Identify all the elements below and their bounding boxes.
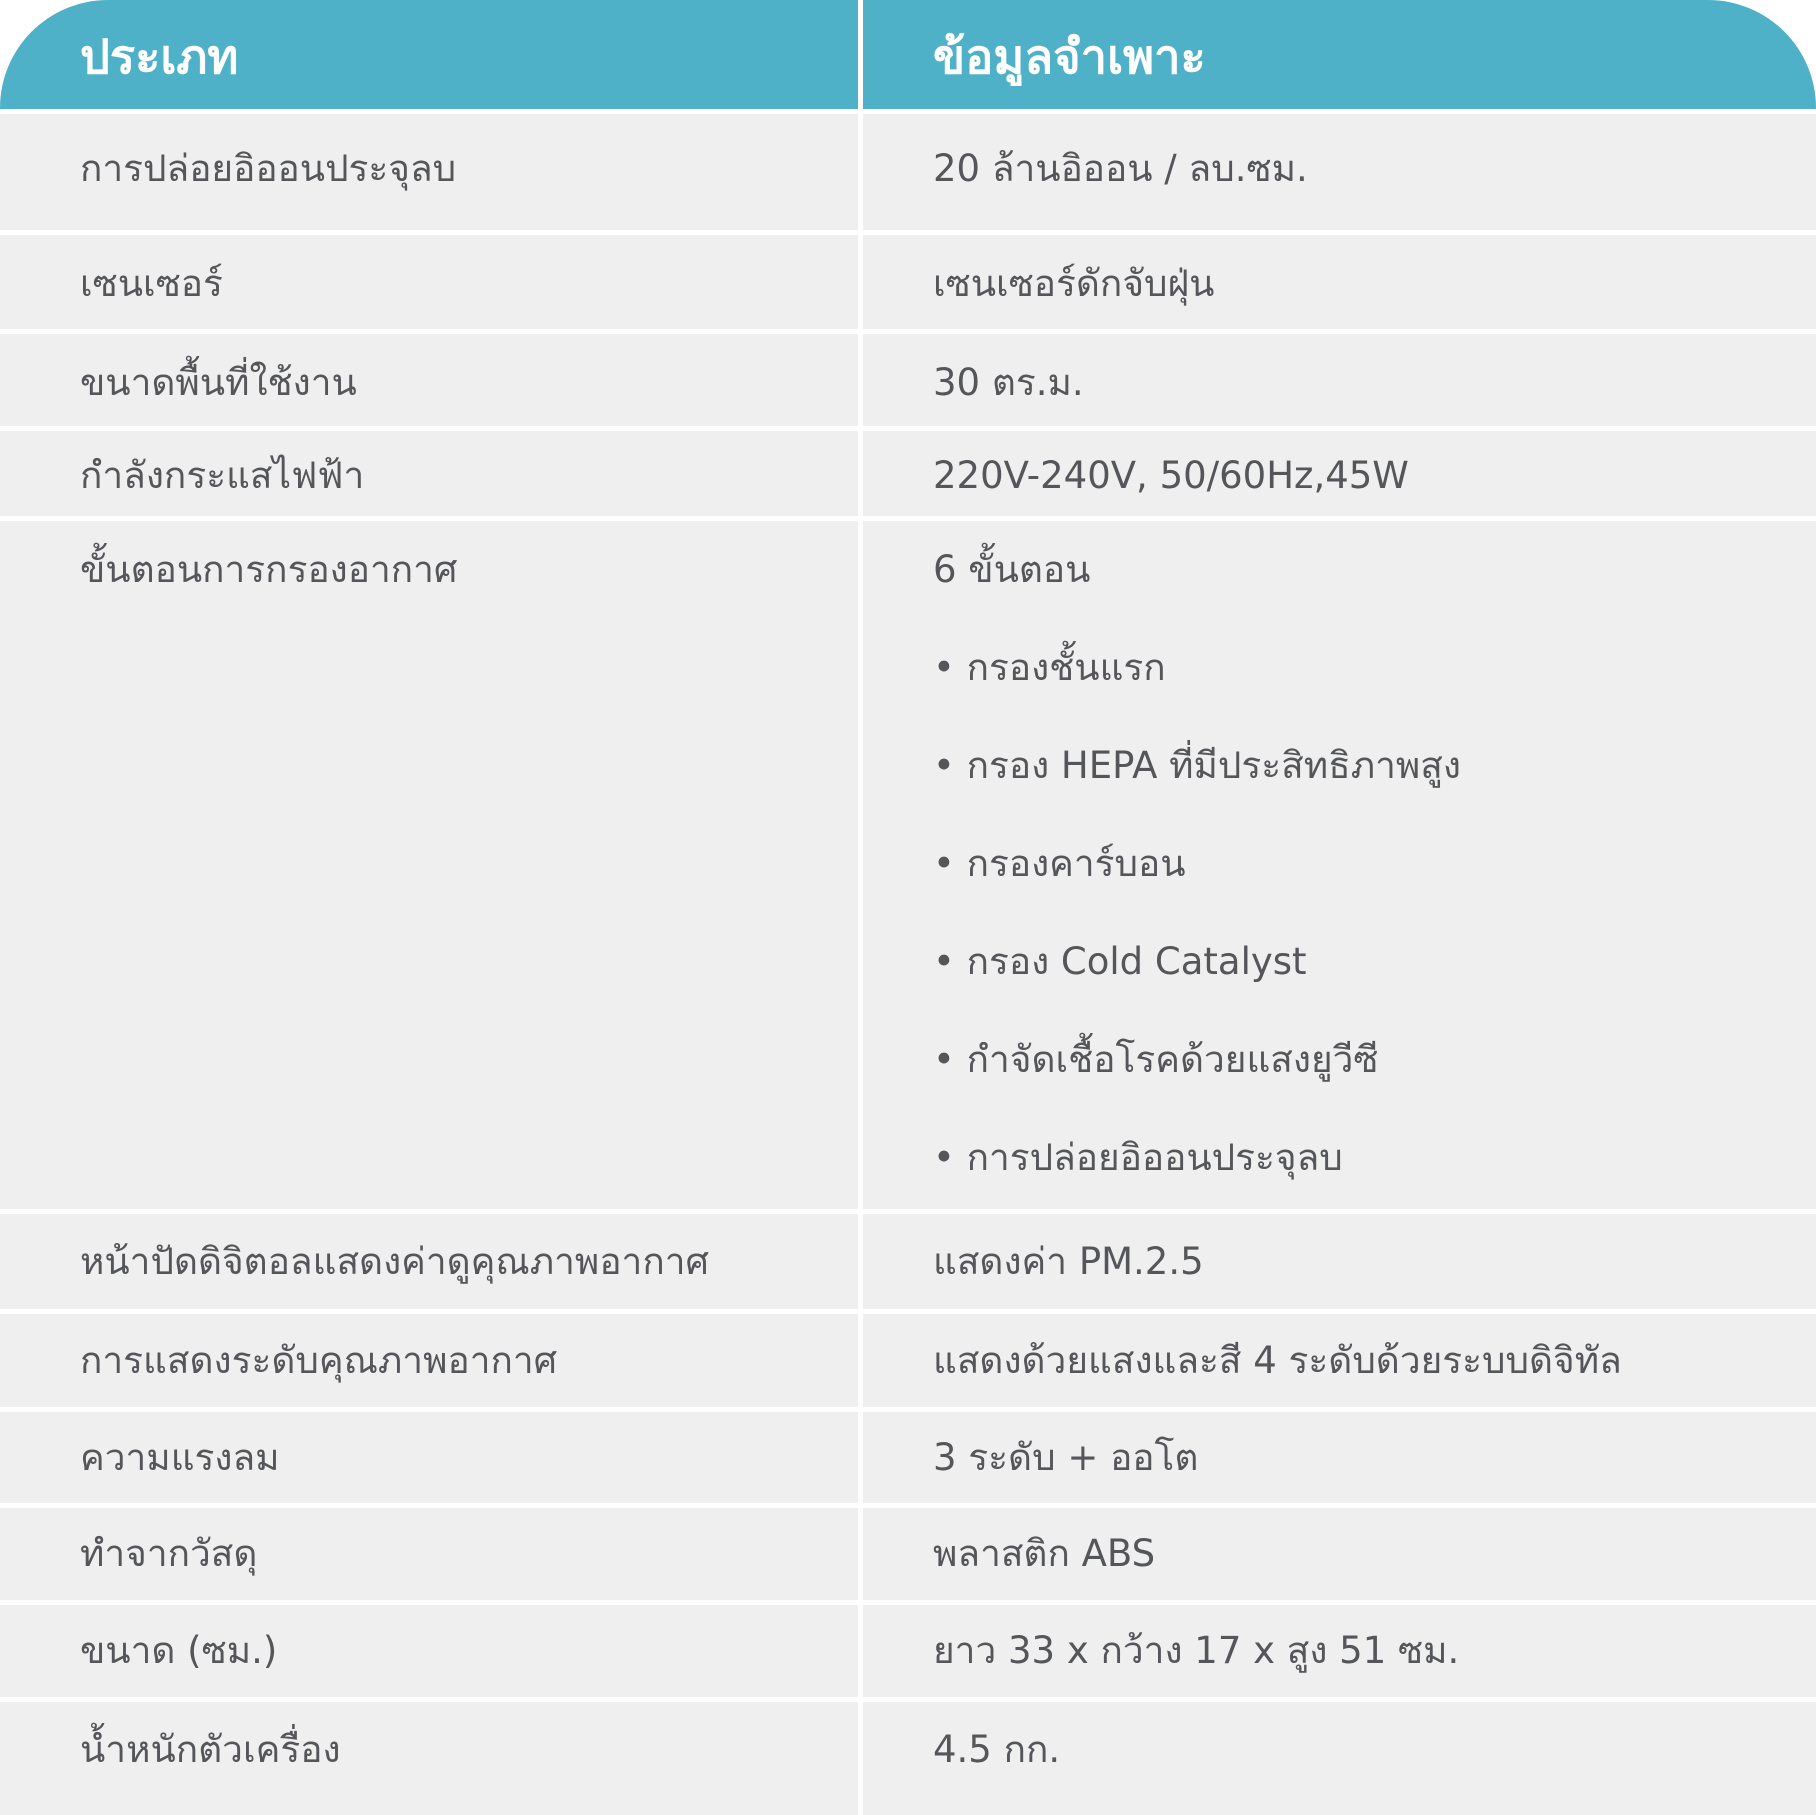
row-spec-cell [863, 334, 1816, 426]
row-type-cell [0, 235, 858, 329]
table-row [0, 1314, 1816, 1407]
row-type-cell [0, 1508, 858, 1600]
filter-stage-item: • กำจัดเชื้อโรคด้วยแสงยูวีซี [933, 1011, 1816, 1109]
table-row [0, 114, 1816, 230]
row-type-cell [0, 431, 858, 516]
row-type: การแสดงระดับคุณภาพอากาศ [80, 1339, 558, 1382]
row-spec: แสดงค่า PM.2.5 [933, 1240, 1204, 1283]
row-spec-cell [863, 235, 1816, 329]
row-type: น้ำหนักตัวเครื่อง [80, 1728, 341, 1771]
filter-stage-item: • การปล่อยอิออนประจุลบ [933, 1109, 1816, 1207]
table-header [0, 0, 1816, 109]
header-spec: ข้อมูลจำเพาะ [933, 30, 1206, 85]
row-type: หน้าปัดดิจิตอลแสดงค่าดูคุณภาพอากาศ [80, 1240, 709, 1283]
table-row [0, 431, 1816, 516]
row-type: ทำจากวัสดุ [80, 1532, 258, 1575]
table-row [0, 1508, 1816, 1600]
filter-stage-item: • กรองคาร์บอน [933, 815, 1816, 913]
filter-stage-item: • กรองชั้นแรก [933, 619, 1816, 717]
row-spec-cell [863, 1314, 1816, 1407]
row-type: การปล่อยอิออนประจุลบ [80, 147, 457, 190]
row-spec: 20 ล้านอิออน / ลบ.ซม. [933, 147, 1308, 190]
row-type-cell [0, 334, 858, 426]
filter-stage-item: • กรอง HEPA ที่มีประสิทธิภาพสูง [933, 717, 1816, 815]
row-type-cell [0, 1702, 858, 1815]
row-spec: แสดงด้วยแสงและสี 4 ระดับด้วยระบบดิจิทัล [933, 1339, 1622, 1382]
row-spec: 30 ตร.ม. [933, 361, 1084, 404]
row-type: ขนาด (ซม.) [80, 1629, 278, 1672]
row-type-cell [0, 1214, 858, 1309]
table-row [0, 1702, 1816, 1815]
table-row [0, 1412, 1816, 1503]
row-type: ความแรงลม [80, 1436, 280, 1479]
row-spec-cell [863, 1702, 1816, 1815]
row-spec-cell [863, 1605, 1816, 1697]
table-row [0, 1605, 1816, 1697]
header-type: ประเภท [80, 30, 239, 85]
row-type: กำลังกระแสไฟฟ้า [80, 454, 365, 497]
row-spec-cell [863, 1412, 1816, 1503]
row-spec: พลาสติก ABS [933, 1532, 1156, 1575]
row-type-cell [0, 521, 858, 1209]
row-type-cell [0, 1314, 858, 1407]
row-type: ขั้นตอนการกรองอากาศ [80, 548, 458, 591]
row-type-cell [0, 114, 858, 230]
row-spec: 6 ขั้นตอน [933, 548, 1091, 591]
row-spec: 220V-240V, 50/60Hz,45W [933, 454, 1409, 497]
table-row [0, 1214, 1816, 1309]
row-type: เซนเซอร์ [80, 262, 223, 305]
table-row [0, 521, 1816, 1209]
header-divider [858, 0, 863, 109]
row-spec-cell [863, 114, 1816, 230]
row-spec-cell [863, 1214, 1816, 1309]
row-spec-cell [863, 521, 1816, 1209]
row-type: ขนาดพื้นที่ใช้งาน [80, 361, 357, 404]
row-spec-cell [863, 431, 1816, 516]
filter-stage-item: • กรอง Cold Catalyst [933, 913, 1816, 1011]
table-row [0, 235, 1816, 329]
row-spec: 4.5 กก. [933, 1728, 1061, 1771]
row-type-cell [0, 1412, 858, 1503]
row-spec-cell [863, 1508, 1816, 1600]
table-row [0, 334, 1816, 426]
row-spec: ยาว 33 x กว้าง 17 x สูง 51 ซม. [933, 1629, 1460, 1672]
row-type-cell [0, 1605, 858, 1697]
row-spec: 3 ระดับ + ออโต [933, 1436, 1199, 1479]
row-spec: เซนเซอร์ดักจับฝุ่น [933, 262, 1215, 305]
